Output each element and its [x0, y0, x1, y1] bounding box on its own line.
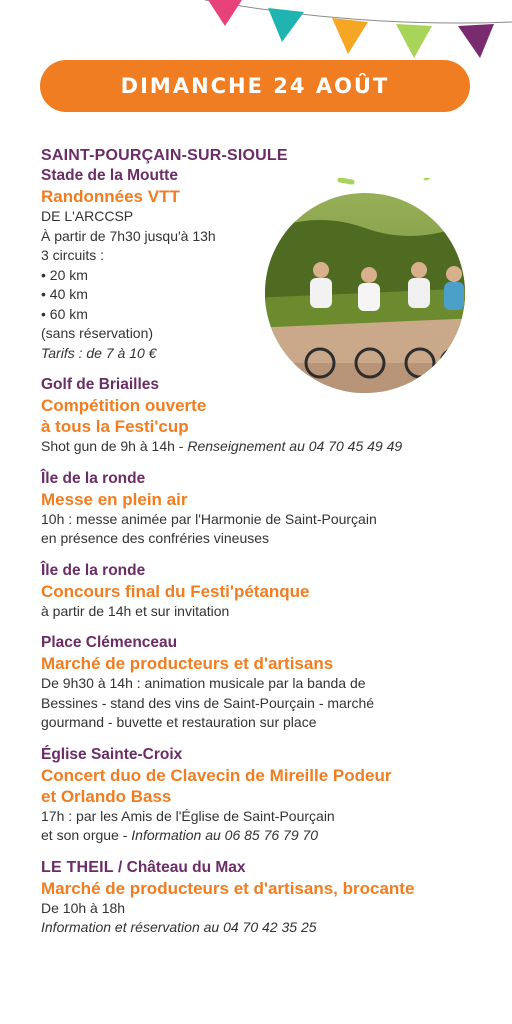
bunting-flag — [396, 24, 432, 58]
venue-name: Église Sainte-Croix — [41, 745, 183, 763]
event-line: (sans réservation) — [41, 325, 154, 341]
venue-name: Île de la ronde — [41, 469, 146, 487]
event-title: Marché de producteurs et d'artisans, brocante — [41, 878, 415, 898]
bunting-flag — [268, 8, 304, 42]
event-line: en présence des confréries vineuses — [41, 530, 270, 546]
date-banner — [40, 60, 470, 112]
event-line: à partir de 14h et sur invitation — [41, 602, 230, 619]
section-golf — [41, 375, 491, 457]
section-le-theil — [41, 858, 491, 938]
venue-name: / Château du Max — [113, 858, 246, 876]
event-text: et son orgue - — [41, 827, 132, 843]
venue-name: Stade de la Moutte — [41, 167, 178, 184]
event-contact: Information et réservation au 04 70 42 35 25 — [41, 919, 317, 935]
venue-name: Golf de Briailles — [41, 376, 160, 393]
event-title: Concours final du Festi'pétanque — [41, 581, 310, 601]
city-heading: LE THEIL — [41, 858, 114, 876]
event-line: DE L'ARCCSP — [41, 208, 134, 224]
event-title: Marché de producteurs et d'artisans — [41, 654, 334, 673]
event-title: Concert duo de Clavecin de Mireille Podeur — [41, 765, 392, 785]
bunting-flag — [458, 24, 494, 58]
event-time: Shot gun de 9h à 14h - — [41, 438, 188, 454]
event-line: De 9h30 à 14h : animation musicale par la banda de — [41, 675, 366, 691]
section-concert — [41, 745, 491, 846]
event-line: Bessines - stand des vins de Saint-Pourçain - marché — [41, 694, 375, 711]
event-line: De 10h à 18h — [41, 899, 126, 916]
event-line: 3 circuits : — [41, 247, 105, 263]
event-line: • 40 km — [41, 286, 88, 302]
event-line: • 60 km — [41, 305, 88, 322]
venue-name: Place Clémenceau — [41, 634, 178, 651]
event-line: À partir de 7h30 jusqu'à 13h — [41, 227, 216, 244]
event-title: Randonnées VTT — [41, 187, 180, 206]
event-contact: Information au 06 85 76 79 70 — [131, 827, 319, 843]
date-banner-text: DIMANCHE 24 AOÛT — [120, 74, 390, 98]
event-line — [41, 437, 491, 457]
event-title: Messe en plein air — [41, 489, 188, 509]
program-content — [41, 146, 491, 938]
bunting-flag — [208, 0, 242, 26]
section-messe — [41, 469, 491, 549]
event-title: Compétition ouverte — [41, 396, 207, 415]
venue-heading — [41, 858, 491, 878]
event-title: à tous la Festi'cup — [41, 417, 189, 436]
event-contact: Renseignement au 04 70 45 49 49 — [187, 438, 403, 454]
event-title: et Orlando Bass — [41, 786, 172, 806]
event-line — [41, 826, 491, 846]
section-saint-pourcain — [41, 146, 491, 363]
bunting-flag — [332, 18, 368, 54]
event-line: 10h : messe animée par l'Harmonie de Saint-Pourçain — [41, 510, 377, 527]
event-line: gourmand - buvette et restauration sur place — [41, 714, 317, 730]
event-line: 17h : par les Amis de l'Église de Saint-Pourçain — [41, 807, 335, 824]
event-line: • 20 km — [41, 266, 88, 283]
section-marche — [41, 633, 491, 733]
event-price: Tarifs : de 7 à 10 € — [41, 344, 157, 361]
venue-name: Île de la ronde — [41, 561, 146, 579]
city-heading: SAINT-POURÇAIN-SUR-SIOULE — [41, 147, 288, 164]
section-petanque — [41, 561, 491, 622]
